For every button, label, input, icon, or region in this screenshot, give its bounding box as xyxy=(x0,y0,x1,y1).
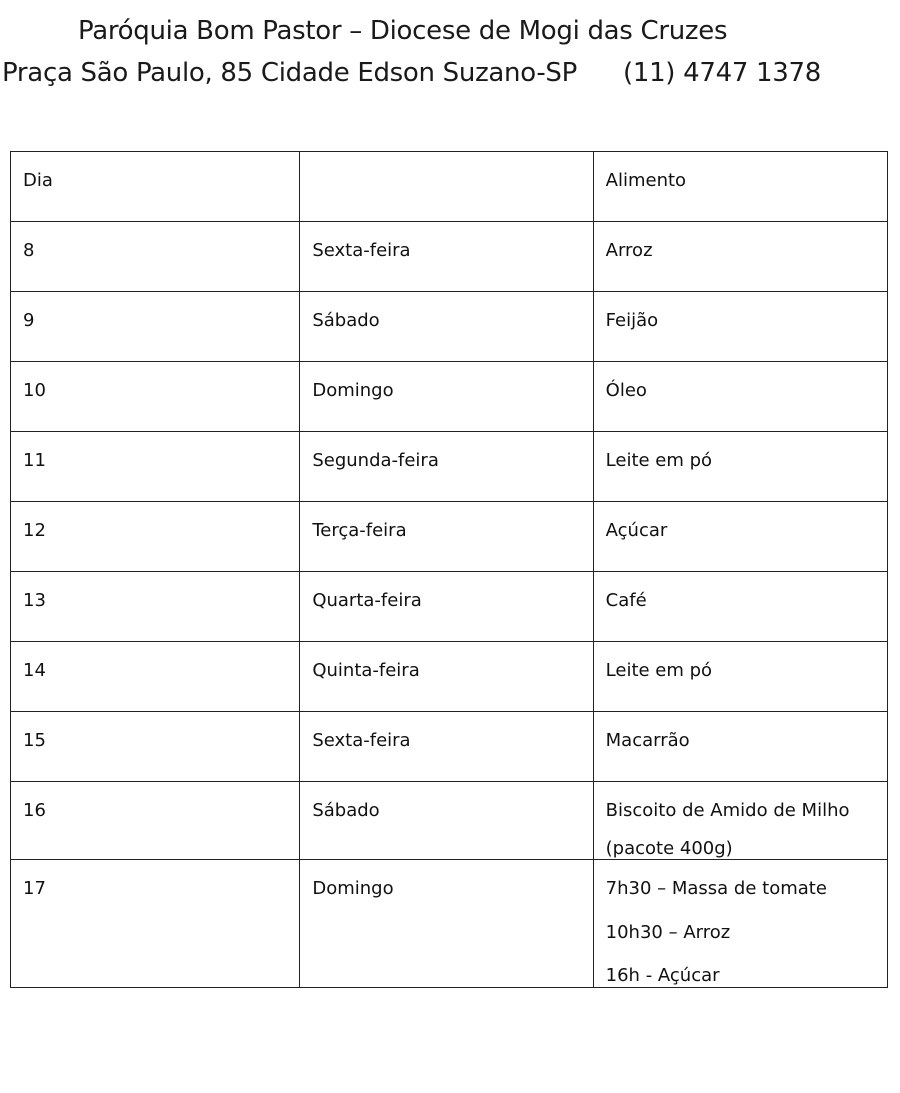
food-cell: Açúcar xyxy=(593,502,887,572)
food-cell: Café xyxy=(593,572,887,642)
table-row xyxy=(11,712,888,782)
food-cell: Macarrão xyxy=(593,712,887,782)
parish-phone: (11) 4747 1378 xyxy=(622,58,822,88)
table-row xyxy=(11,572,888,642)
food-cell: Leite em pó xyxy=(593,432,887,502)
day-cell: 15 xyxy=(11,712,300,782)
food-line: 7h30 – Massa de tomate xyxy=(605,878,827,900)
food-cell: Leite em pó xyxy=(593,642,887,712)
parish-address-line xyxy=(2,58,821,88)
day-cell: 11 xyxy=(11,432,300,502)
food-line: Biscoito de Amido de Milho xyxy=(605,800,850,821)
day-cell: 12 xyxy=(11,502,300,572)
table-row xyxy=(11,222,888,292)
weekday-cell: Segunda-feira xyxy=(300,432,593,502)
table-row xyxy=(11,860,888,988)
food-cell: Óleo xyxy=(593,362,887,432)
day-cell: 8 xyxy=(11,222,300,292)
food-line: 10h30 – Arroz xyxy=(605,921,731,943)
parish-title: Paróquia Bom Pastor – Diocese de Mogi das Cruzes xyxy=(78,16,728,46)
day-cell: 13 xyxy=(11,572,300,642)
table-header-row xyxy=(11,152,888,222)
food-donation-schedule-table xyxy=(10,151,888,988)
day-cell: 16 xyxy=(11,782,300,860)
weekday-cell: Domingo xyxy=(300,362,593,432)
food-line: (pacote 400g) xyxy=(605,837,733,859)
day-cell: 17 xyxy=(11,860,300,988)
header-food: Alimento xyxy=(593,152,887,222)
food-cell: Arroz xyxy=(593,222,887,292)
parish-address: Praça São Paulo, 85 Cidade Edson Suzano-SP xyxy=(2,58,577,88)
food-cell xyxy=(593,782,887,860)
weekday-cell: Quinta-feira xyxy=(300,642,593,712)
table-row xyxy=(11,292,888,362)
table-row xyxy=(11,502,888,572)
table-row xyxy=(11,432,888,502)
header-weekday xyxy=(300,152,593,222)
food-cell: Feijão xyxy=(593,292,887,362)
table-row xyxy=(11,782,888,860)
weekday-cell: Sexta-feira xyxy=(300,712,593,782)
header-day: Dia xyxy=(11,152,300,222)
weekday-cell: Terça-feira xyxy=(300,502,593,572)
weekday-cell: Quarta-feira xyxy=(300,572,593,642)
table-row xyxy=(11,362,888,432)
day-cell: 9 xyxy=(11,292,300,362)
food-line: 16h - Açúcar xyxy=(605,965,720,987)
weekday-cell: Sábado xyxy=(300,292,593,362)
food-cell xyxy=(593,860,887,988)
table-row xyxy=(11,642,888,712)
weekday-cell: Sábado xyxy=(300,782,593,860)
weekday-cell: Sexta-feira xyxy=(300,222,593,292)
weekday-cell: Domingo xyxy=(300,860,593,988)
day-cell: 10 xyxy=(11,362,300,432)
day-cell: 14 xyxy=(11,642,300,712)
